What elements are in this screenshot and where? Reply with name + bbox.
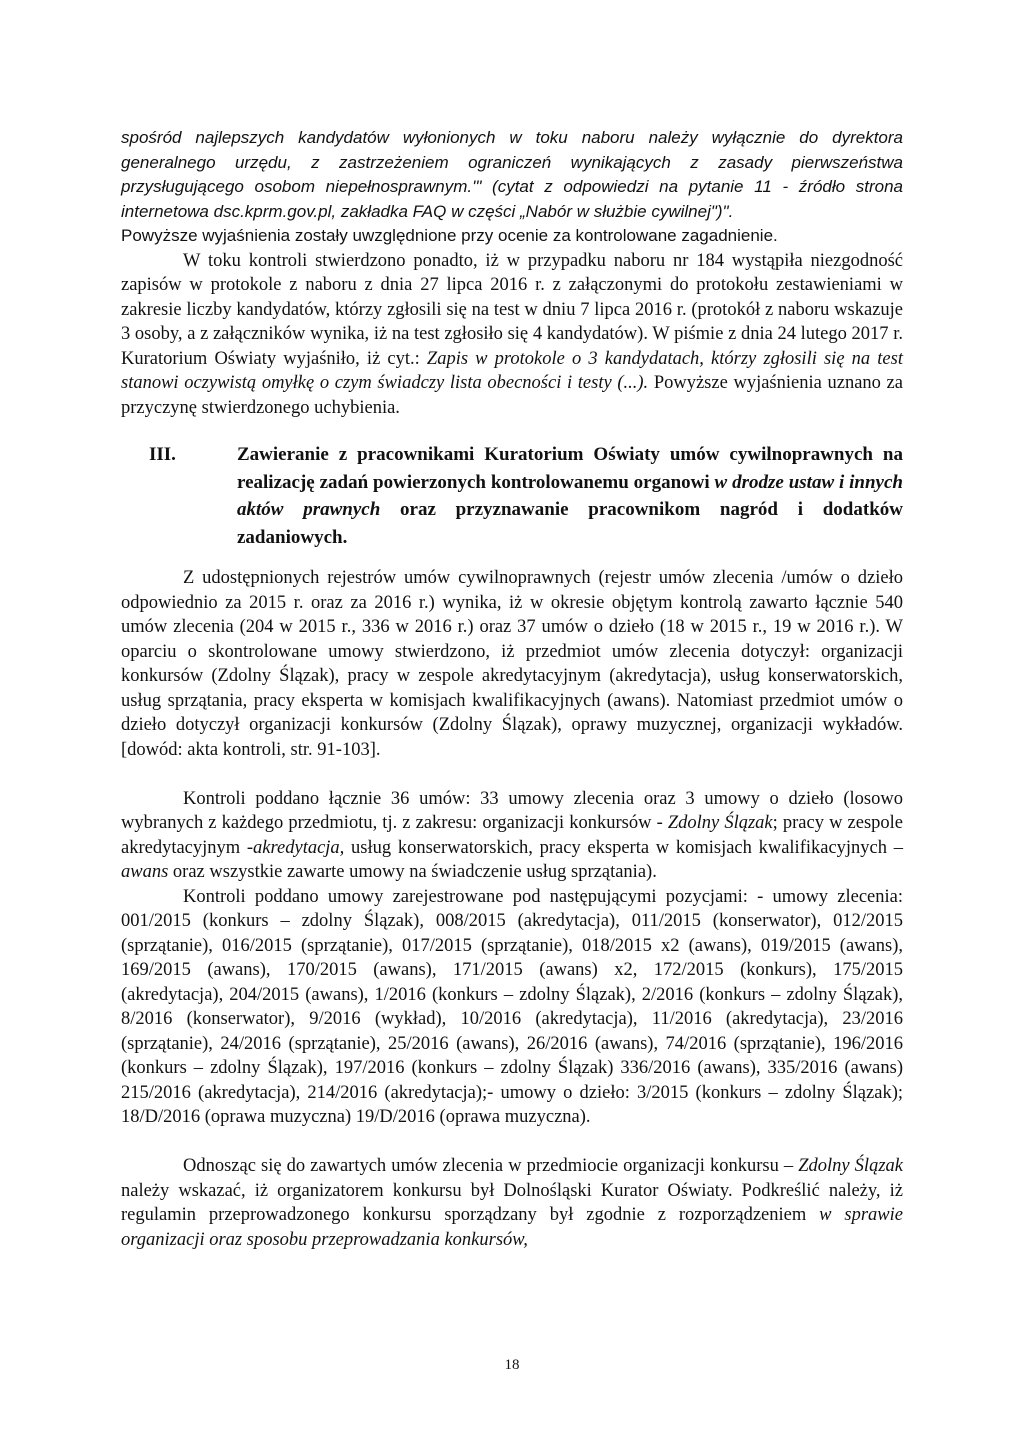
paragraph-quote <box>121 126 903 249</box>
italic-text: Zdolny Ślązak <box>798 1156 903 1176</box>
italic-text: Zdolny Ślązak <box>667 813 773 833</box>
paragraph-registers: Z udostępnionych rejestrów umów cywilnoprawnych (rejestr umów zlecenia /umów o dzieło odpowiednio za 2015 r. oraz za 2016 r.) wynika, iż w okresie objętym kontrolą zawarto łącznie 540 umów zlecenia (204 w 2015 r., 336 w 2016 r.) oraz 37 umów o dzieło (18 w 2015 r., 19 w 2016 r.). W oparciu o skontrolowane umowy stwierdzono, iż przedmiot umów zlecenia dotyczył: organizacji konkursów (Zdolny Ślązak), pracy w zespole akredytacyjnym (akredytacja), usług konserwatorskich, usług sprzątania, pracy eksperta w komisjach kwalifikacyjnych (awans). Natomiast przedmiot umów o dzieło dotyczył organizacji konkursów (Zdolny Ślązak), oprawy muzycznej, organizacji wykładów. [dowód: akta kontroli, str. 91-103]. <box>121 568 903 760</box>
paragraph-text: oraz wszystkie zawarte umowy na świadczenie usług sprzątania). <box>168 862 657 882</box>
italic-text: w sprawie organizacji oraz sposobu przeprowadzania konkursów, <box>121 1205 903 1250</box>
paragraph-nabor-184 <box>121 249 903 421</box>
section-title-italic: w drodze ustaw i innych aktów prawnych <box>237 471 903 520</box>
page-number: 18 <box>504 1357 520 1373</box>
section-number: III. <box>149 444 176 465</box>
quote-text: spośród najlepszych kandydatów wyłonionych w toku naboru należy wyłącznie do dyrektora generalnego urzędu, z zastrzeżeniem ograniczeń wynikających z zasady pierwszeństwa przysługującego osobom niepełnosprawnym.'" (cytat z odpowiedzi na pytanie 11 - źródło strona internetowa dsc.kprm.gov.pl, zakładka FAQ w części „Nabór w służbie cywilnej")". <box>121 128 903 221</box>
paragraph-text: należy wskazać, iż organizatorem konkursu był Dolnośląski Kurator Oświaty. Podkreślić należy, iż regulamin przeprowadzonego konkursu sporządzany był zgodnie z rozporządzeniem <box>121 1180 903 1225</box>
paragraph-controlled-contracts <box>121 787 903 885</box>
paragraph-text: Kontroli poddano łącznie 36 umów: 33 umowy zlecenia oraz 3 umowy o dzieło (losowo wybranych z każdego przedmiotu, tj. z zakresu: organizacji konkursów - <box>121 788 903 833</box>
section-heading <box>121 441 903 554</box>
paragraph-text: usług konserwatorskich, pracy eksperta w komisjach kwalifikacyjnych – <box>344 837 903 858</box>
paragraph-text: Powyższe wyjaśnienia uznano za przyczynę stwierdzonego uchybienia. <box>121 373 903 418</box>
document-page <box>121 126 903 1252</box>
paragraph-quote-italic: Zapis w protokole o 3 kandydatach, którzy zgłosili się na test stanowi oczywistą omyłkę o czym świadczy lista obecności i testy (...). <box>121 348 903 393</box>
section-title-part: oraz przyznawanie pracownikom nagród i dodatków zadaniowych. <box>237 499 903 548</box>
italic-text: akredytacja, <box>253 837 345 858</box>
paragraph-text: ; pracy w zespole akredytacyjnym - <box>121 813 904 858</box>
paragraph-zdolny-slazak <box>121 1154 903 1252</box>
section-title-part: Zawieranie z pracownikami Kuratorium Oświaty umów cywilnoprawnych na realizację zadań powierzonych kontrolowanemu organowi <box>237 444 903 493</box>
section-title <box>237 441 903 554</box>
paragraph-text: Odnosząc się do zawartych umów zlecenia w przedmiocie organizacji konkursu – <box>183 1156 799 1176</box>
italic-text: awans <box>121 862 169 882</box>
paragraph-contract-list: Kontroli poddano umowy zarejestrowane pod następującymi pozycjami: - umowy zlecenia: 001/2015 (konkurs – zdolny Ślązak), 008/2015 (akredytacja), 011/2015 (konserwator), 012/2015 (sprzątanie), 016/2015 (sprzątanie), 017/2015 (sprzątanie), 018/2015 x2 (awans), 019/2015 (awans), 169/2015 (awans), 170/2015 (awans), 171/2015 (awans) x2, 172/2015 (konkurs), 175/2015 (akredytacja), 204/2015 (awans), 1/2016 (konkurs – zdolny Ślązak), 2/2016 (konkurs – zdolny Ślązak), 8/2016 (konserwator), 9/2016 (wykład), 10/2016 (akredytacja), 11/2016 (akredytacja), 23/2016 (sprzątanie), 24/2016 (sprzątanie), 25/2016 (awans), 26/2016 (awans), 74/2016 (sprzątanie), 196/2016 (konkurs – zdolny Ślązak), 197/2016 (konkurs – zdolny Ślązak) 336/2016 (awans), 335/2016 (awans) 215/2016 (akredytacja), 214/2016 (akredytacja);- umowy o dzieło: 3/2015 (konkurs – zdolny Ślązak); 18/D/2016 (oprawa muzyczna) 19/D/2016 (oprawa muzyczna). <box>121 886 903 1127</box>
paragraph-text: W toku kontroli stwierdzono ponadto, iż w przypadku naboru nr 184 wystąpiła niezgodność zapisów w protokole z naboru z dnia 27 lipca 2016 r. z załączonymi do protokołu zestawieniami w zakresie liczby kandydatów, którzy zgłosili się na test w dniu 7 lipca 2016 r. (protokół z naboru wskazuje 3 osoby, a z załączników wynika, iż na test zgłosiło się 4 kandydatów). W piśmie z dnia 24 lutego 2017 r. Kuratorium Oświaty wyjaśniło, iż cyt.: <box>121 250 903 369</box>
quote-conclusion: Powyższe wyjaśnienia zostały uwzględnione przy ocenie za kontrolowane zagadnienie. <box>121 226 778 245</box>
